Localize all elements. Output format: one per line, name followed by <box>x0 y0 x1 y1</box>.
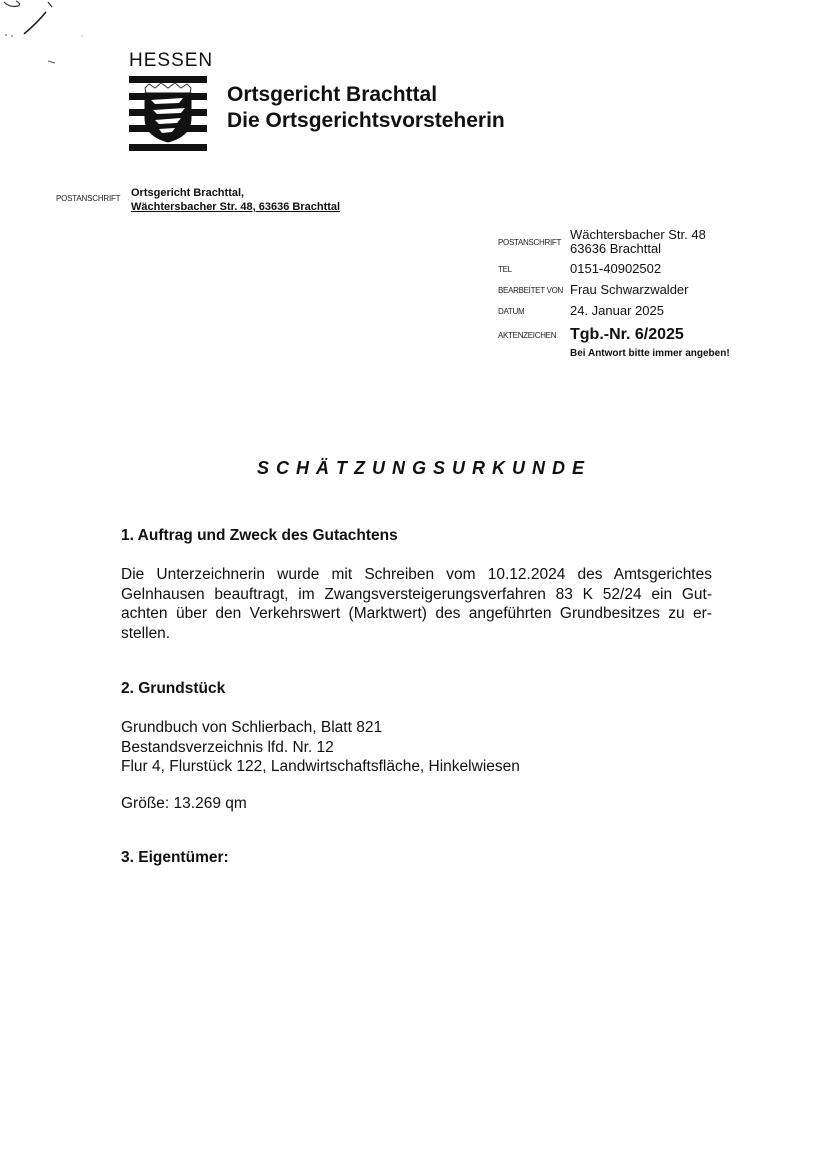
paragraph-line: stellen. <box>121 624 171 642</box>
paragraph-line: achten über den Verkehrswert (Marktwert) des angeführten Grundbesitzes zu er- <box>121 605 712 622</box>
sender-line-1: Ortsgericht Brachttal, <box>131 187 245 199</box>
inventory-line: Bestandsverzeichnis lfd. Nr. 12 <box>121 738 334 756</box>
plot-size: Größe: 13.269 qm <box>121 795 247 812</box>
sender-label: POSTANSCHRIFT <box>56 194 121 203</box>
info-tel-value: 0151-40902502 <box>570 261 662 276</box>
info-aktenzeichen-label: AKTENZEICHEN <box>498 330 557 340</box>
reference-note: Bei Antwort bitte immer angeben! <box>570 348 730 359</box>
info-block <box>498 228 798 359</box>
section-3-heading: 3. Eigentümer: <box>121 849 229 866</box>
info-tel-label: TEL <box>498 264 512 274</box>
section-2-heading: 2. Grundstück <box>121 680 226 697</box>
land-register-line: Grundbuch von Schlierbach, Blatt 821 <box>121 719 383 736</box>
info-postanschrift-value <box>570 228 706 256</box>
parcel-line: Flur 4, Flurstück 122, Landwirtschaftsfläche, Hinkelwiesen <box>121 758 520 775</box>
section-1-heading: 1. Auftrag und Zweck des Gutachtens <box>121 527 398 544</box>
info-datum-label: DATUM <box>498 306 525 316</box>
info-aktenzeichen <box>498 328 798 342</box>
document-title: SCHÄTZUNGSURKUNDE <box>257 458 591 478</box>
info-bearbeitet-label: BEARBEITET VON <box>498 285 564 295</box>
org-name: Ortsgericht Brachttal <box>227 83 438 106</box>
info-postanschrift-label: POSTANSCHRIFT <box>498 237 562 247</box>
info-datum-value: 24. Januar 2025 <box>570 303 664 318</box>
info-tel <box>498 262 798 276</box>
info-postanschrift-line-1: Wächtersbacher Str. 48 <box>570 227 706 242</box>
org-subtitle: Die Ortsgerichtsvorsteherin <box>227 109 505 132</box>
sender-address <box>131 186 340 214</box>
info-datum <box>498 304 798 318</box>
hessen-crest-icon <box>129 76 207 154</box>
info-bearbeitet-value: Frau Schwarzwalder <box>570 282 689 297</box>
state-name: HESSEN <box>129 50 214 71</box>
scan-artifact-marks <box>0 0 110 75</box>
organization-title <box>227 82 505 134</box>
info-postanschrift <box>498 228 798 256</box>
section-1-paragraph <box>121 565 712 643</box>
section-2-details <box>121 718 711 777</box>
info-postanschrift-line-2: 63636 Brachttal <box>570 241 662 256</box>
paragraph-line: Gelnhausen beauftragt, im Zwangsversteigerungsverfahren 83 K 52/24 ein Gut- <box>121 585 712 603</box>
info-bearbeitet <box>498 283 798 297</box>
paragraph-line: Die Unterzeichnerin wurde mit Schreiben vom 10.12.2024 des Amtsgerichtes <box>121 566 712 583</box>
sender-line-2: Wächtersbacher Str. 48, 63636 Brachttal <box>131 201 341 213</box>
info-aktenzeichen-value: Tgb.-Nr. 6/2025 <box>570 326 684 343</box>
